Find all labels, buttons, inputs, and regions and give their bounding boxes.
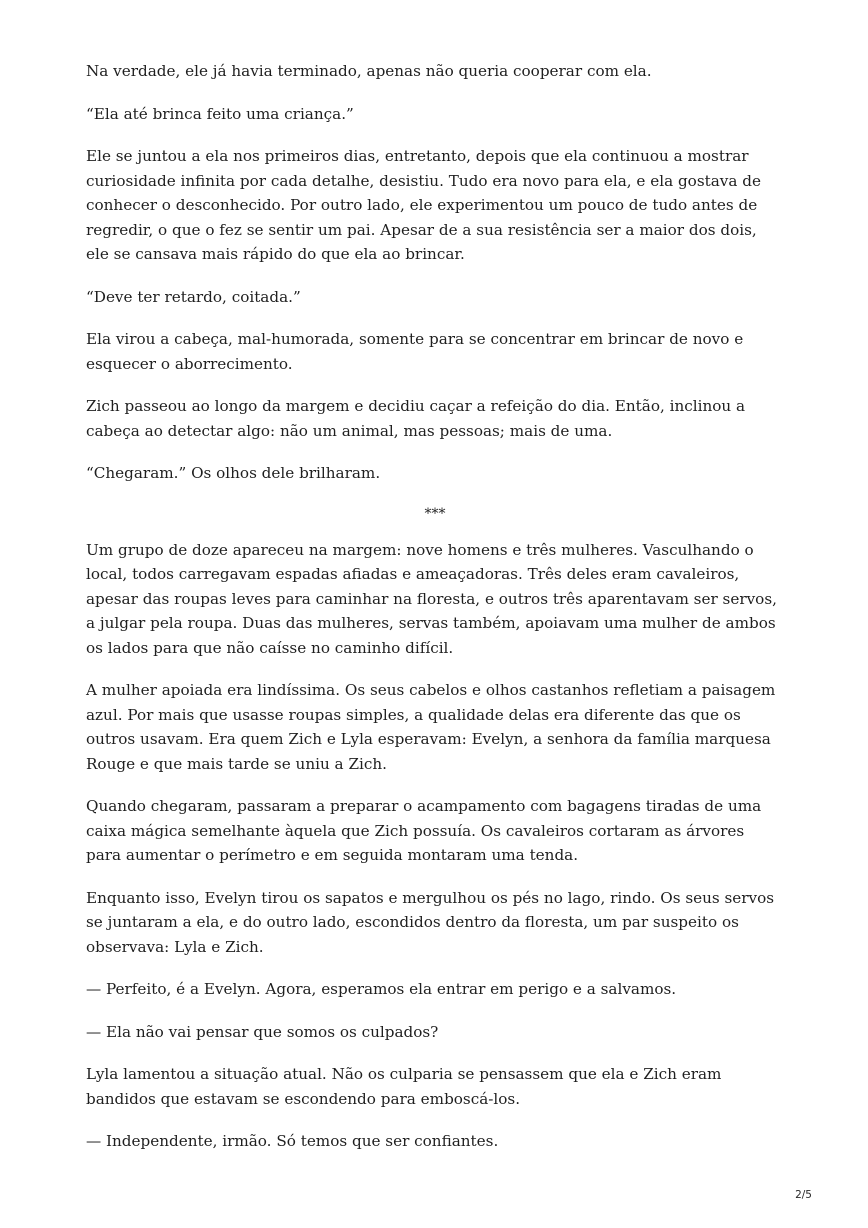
paragraph: Enquanto isso, Evelyn tirou os sapatos e mergulhou os pés no lago, rindo. Os seus servos se juntaram a ela, e do outro lado, escondidos dentro da floresta, um par suspeito os observava: Lyla e Zich.: [86, 888, 775, 956]
document-body: [86, 59, 784, 1172]
paragraph: “Deve ter retardo, coitada.”: [86, 287, 301, 306]
page-number: 2/5: [795, 1189, 812, 1201]
paragraph: Quando chegaram, passaram a preparar o acampamento com bagagens tiradas de uma caixa mágica semelhante àquela que Zich possuía. Os cavaleiros cortaram as árvores para aumentar o perímetro e em seguida montaram uma tenda.: [86, 797, 762, 864]
section-separator: ***: [424, 505, 446, 522]
dialogue-line: — Independente, irmão. Só temos que ser confiantes.: [86, 1132, 499, 1150]
paragraph: Ela virou a cabeça, mal-humorada, somente para se concentrar em brincar de novo e esquecer o aborrecimento.: [86, 330, 744, 373]
paragraph: A mulher apoiada era lindíssima. Os seus cabelos e olhos castanhos refletiam a paisagem azul. Por mais que usasse roupas simples, a qualidade delas era diferente das que os outros usavam. Era quem Zich e Lyla esperavam: Evelyn, a senhora da família marquesa Rouge e que mais tarde se uniu a Zich.: [86, 681, 776, 773]
paragraph: Ele se juntou a ela nos primeiros dias, entretanto, depois que ela continuou a mostrar curiosidade infinita por cada detalhe, desistiu. Tudo era novo para ela, e ela gostava de conhecer o desconhecido. Por outro lado, ele experimentou um pouco de tudo antes de regredir, o que o fez se sentir um pai. Apesar de a sua resistência ser a maior dos dois, ele se cansava mais rápido do que ela ao brincar.: [86, 147, 761, 263]
dialogue-line: — Ela não vai pensar que somos os culpados?: [86, 1022, 439, 1041]
paragraph: “Ela até brinca feito uma criança.”: [86, 104, 354, 123]
paragraph: Na verdade, ele já havia terminado, apenas não queria cooperar com ela.: [86, 62, 652, 80]
paragraph: Zich passeou ao longo da margem e decidiu caçar a refeição do dia. Então, inclinou a cabeça ao detectar algo: não um animal, mas pessoas; mais de uma.: [86, 397, 746, 440]
paragraph: Um grupo de doze apareceu na margem: nove homens e três mulheres. Vasculhando o local, todos carregavam espadas afiadas e ameaçadoras. Três deles eram cavaleiros, apesar das roupas leves para caminhar na floresta, e outros três aparentavam ser servos, a julgar pela roupa. Duas das mulheres, servas também, apoiavam uma mulher de ambos os lados para que não caísse no caminho difícil.: [86, 540, 777, 657]
paragraph: Lyla lamentou a situação atual. Não os culparia se pensassem que ela e Zich eram bandidos que estavam se escondendo para emboscá-los.: [86, 1065, 722, 1108]
paragraph: “Chegaram.” Os olhos dele brilharam.: [86, 464, 381, 482]
dialogue-line: — Perfeito, é a Evelyn. Agora, esperamos ela entrar em perigo e a salvamos.: [86, 980, 677, 998]
